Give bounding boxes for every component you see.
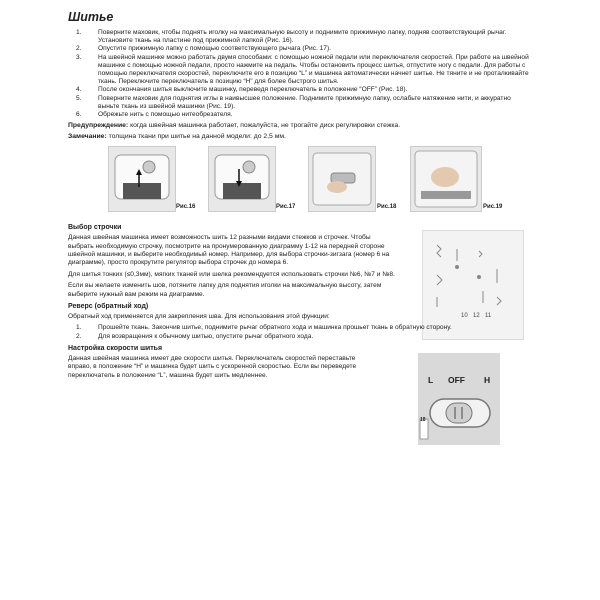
- step-item: 4. После окончания шитья выключите машинку, переведя переключатель в положение “OFF” (Рис. 18).: [76, 86, 408, 94]
- manual-page: [68, 10, 530, 423]
- step-item: 2. Опустите прижимную лапку с помощью соответствующего рычага (Рис. 17).: [76, 45, 331, 53]
- sewing-steps: [68, 29, 530, 119]
- switch-label-low: L: [428, 374, 434, 385]
- figures-row: [68, 146, 530, 220]
- dial-number: 11: [485, 313, 492, 320]
- stitch-paragraph-1: Данная швейная машинка имеет возможность шить 12 разными видами стежков и строчек. Чтобы выбрать необходимую строчку, посмотрите на пронумерованную диаграмму 1-12 на передней стороне швейной машинки, и выберите необходимый номер. Например, для выбора строчки-зигзага (номер 6 на диаграмме), просто прокрутите регулятор выбора строчек до номера 6.: [68, 234, 390, 267]
- step-item: 5. Поверните маховик для поднятия иглы в наивысшее положение. Поднимите прижимную лапку, ослабьте натяжение нити, и аккуратно выньте ткань из швейной машинки (Рис. 19).: [76, 94, 511, 110]
- figure-17-image: [208, 146, 276, 212]
- speed-heading: Настройка скорости шитья: [68, 344, 163, 352]
- remark-label: Замечание:: [68, 133, 107, 141]
- dial-number: 12: [473, 313, 480, 320]
- reverse-item: 2. Для возвращения к обычному шитью, опустите рычаг обратного хода.: [76, 332, 314, 340]
- reverse-steps: [68, 324, 530, 340]
- figure-badge: 18: [420, 416, 426, 423]
- warning-note: [68, 121, 530, 130]
- dial-number: 10: [461, 313, 468, 320]
- figure-16-image: [108, 146, 176, 212]
- speed-section: [68, 344, 530, 423]
- stitch-heading: Выбор строчки: [68, 224, 122, 232]
- stitch-paragraph-2: Для шитья тонких (≤0,3мм), мягких тканей или шелка рекомендуется использовать строчки №6, №7 и №8.: [68, 270, 395, 278]
- reverse-intro: Обратный ход применяется для закрепления шва. Для использования этой функции:: [68, 313, 330, 321]
- speed-paragraph: Данная швейная машинка имеет две скорости шитья. Переключатель скоростей переставьте вправо, в положение “H” и машинка будет шить с ускоренной скоростью. Если вы переведете переключатель в положение “L”, машина будет шить медленнее.: [68, 354, 357, 379]
- figure-17-caption: Рис.17: [276, 204, 296, 211]
- warning-label: Предупреждение:: [68, 122, 129, 130]
- reverse-item: 1. Прошейте ткань. Закончив шитье, поднимите рычаг обратного хода и машинка прошьет ткань в обратную сторону.: [76, 324, 452, 332]
- reverse-heading: Реверс (обратный ход): [68, 303, 149, 311]
- stitch-paragraph-3: Если вы желаете изменить шов, потяните лапку для поднятия иголки на максимальную высоту, затем выберите нужный вам режим на диаграмме.: [68, 282, 382, 298]
- speed-switch-image: [418, 353, 500, 445]
- switch-label-high: H: [484, 374, 491, 385]
- figure-19-caption: Рис.19: [483, 204, 503, 211]
- figure-16-caption: Рис.16: [176, 204, 196, 211]
- step-item: 1. Поверните маховик, чтобы поднять иголку на максимальную высоту и поднимите прижимную лапку, подняв соответствующий рычаг. Установите ткань на пластине под прижимной лапкой (Рис. 16).: [76, 29, 507, 45]
- step-item: 6. Обрежьте нить с помощью нитеобрезателя.: [76, 111, 233, 119]
- figure-18-caption: Рис.18: [377, 204, 397, 211]
- remark-text: толщина ткани при шитье на данной модели: до 2,5 мм.: [106, 133, 286, 141]
- figure-18-image: [308, 146, 376, 212]
- step-item: 3. На швейной машинке можно работать двумя способами: с помощью ножной педали или переключателя скоростей. При работе на швейной машинке с помощью ножной педали, просто нажмите на педаль. Чтобы остановить процесс шитья, отпустите ногу с педали. Для работы с помощью переключателя скоростей, переключите его в позицию “L” и машинка автоматически начнет шитье. Не тяните и не проталкивайте ткань. Переключите переключатель в позицию “H” для более быстрого шитья.: [76, 53, 529, 86]
- page-title: Шитье: [68, 10, 114, 24]
- warning-text: когда швейная машинка работает, пожалуйста, не трогайте диск регулировки стежка.: [128, 122, 401, 130]
- remark-note: [68, 132, 530, 141]
- figure-19-image: [410, 146, 482, 212]
- switch-label-off: OFF: [448, 374, 465, 385]
